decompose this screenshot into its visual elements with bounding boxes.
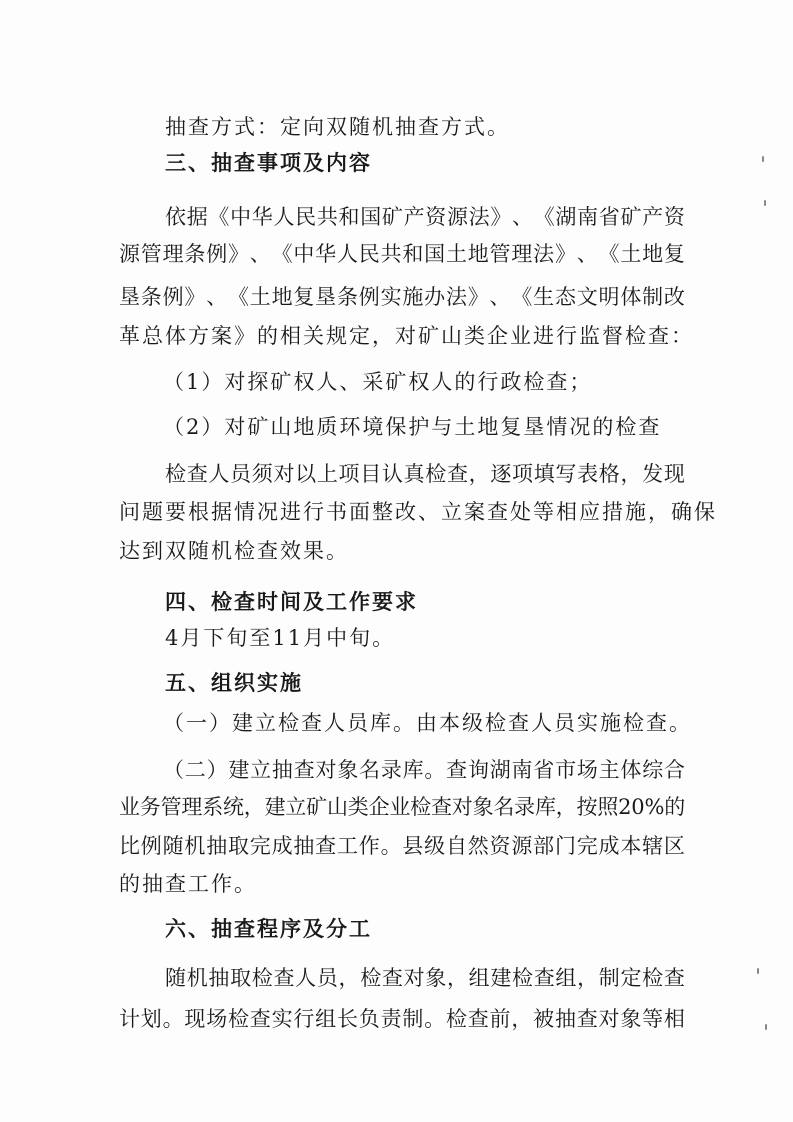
section-heading: 五、组织实施 [165, 671, 303, 695]
list-item: （1）对探矿权人、采矿权人的行政检查； [163, 370, 593, 394]
body-text-line: 问题要根据情况进行书面整改、立案查处等相应措施，确保 [119, 500, 717, 524]
body-text-line [119, 284, 685, 310]
body-text-line [163, 757, 685, 783]
scan-mark [762, 156, 764, 162]
justified-text: 检 查 人 员 须 对 以 上 项 目 认 真 检 查 ， 逐 项 填 写 表 格 ， 发 现 [165, 462, 685, 486]
body-text-line: 抽查方式：定向双随机抽查方式。 [165, 115, 510, 139]
scan-mark [765, 1024, 767, 1030]
body-text-line [119, 241, 685, 267]
section-heading: 四、检查时间及工作要求 [165, 590, 418, 614]
justified-text: （ 二 ） 建 立 抽 查 对 象 名 录 库 。 查 询 湖 南 省 市 场 主 体 综 合 [163, 758, 685, 782]
body-text-line [165, 965, 685, 991]
section-heading: 三、抽查事项及内容 [165, 151, 372, 175]
justified-text: 比 例 随 机 抽 取 完 成 抽 查 工 作 。 县 级 自 然 资 源 部 门 完 成 本 辖 区 [119, 834, 685, 858]
body-text-line [119, 833, 685, 859]
justified-text: 源 管 理 条 例 》 、 《 中 华 人 民 共 和 国 土 地 管 理 法 》 、 《 土 地 复 [119, 242, 685, 266]
justified-text: 依 据 《 中 华 人 民 共 和 国 矿 产 资 源 法 》 、 《 湖 南 省 矿 产 资 [165, 205, 685, 229]
body-text-line: 革总体方案》的相关规定，对矿山类企业进行监督检查： [119, 324, 694, 348]
body-text-line: 4月下旬至11月中旬。 [165, 626, 396, 650]
section-heading: 六、抽查程序及分工 [165, 917, 372, 941]
body-text-line: 达到双随机检查效果。 [119, 539, 349, 563]
body-text-line [119, 1006, 685, 1032]
justified-text: 业 务 管 理 系 统 ， 建 立 矿 山 类 企 业 检 查 对 象 名 录 库 ， 按 照 2 0 % 的 [119, 795, 685, 819]
body-text-line [119, 794, 685, 820]
list-item: （一）建立检查人员库。由本级检查人员实施检查。 [163, 711, 692, 735]
scan-mark [764, 200, 766, 206]
justified-text: 计 划 。 现 场 检 查 实 行 组 长 负 责 制 。 检 查 前 ， 被 抽 查 对 象 等 相 [119, 1007, 685, 1031]
body-text-line: 的抽查工作。 [119, 872, 257, 896]
body-text-line [165, 461, 685, 487]
scan-mark [757, 968, 759, 974]
body-text-line [165, 204, 685, 230]
justified-text: 垦 条 例 》 、 《 土 地 复 垦 条 例 实 施 办 法 》 、 《 生 态 文 明 体 制 改 [119, 285, 685, 309]
justified-text: 随 机 抽 取 检 查 人 员 ， 检 查 对 象 ， 组 建 检 查 组 ， 制 定 检 查 [165, 966, 685, 990]
list-item: （2）对矿山地质环境保护与土地复垦情况的检查 [163, 415, 662, 439]
